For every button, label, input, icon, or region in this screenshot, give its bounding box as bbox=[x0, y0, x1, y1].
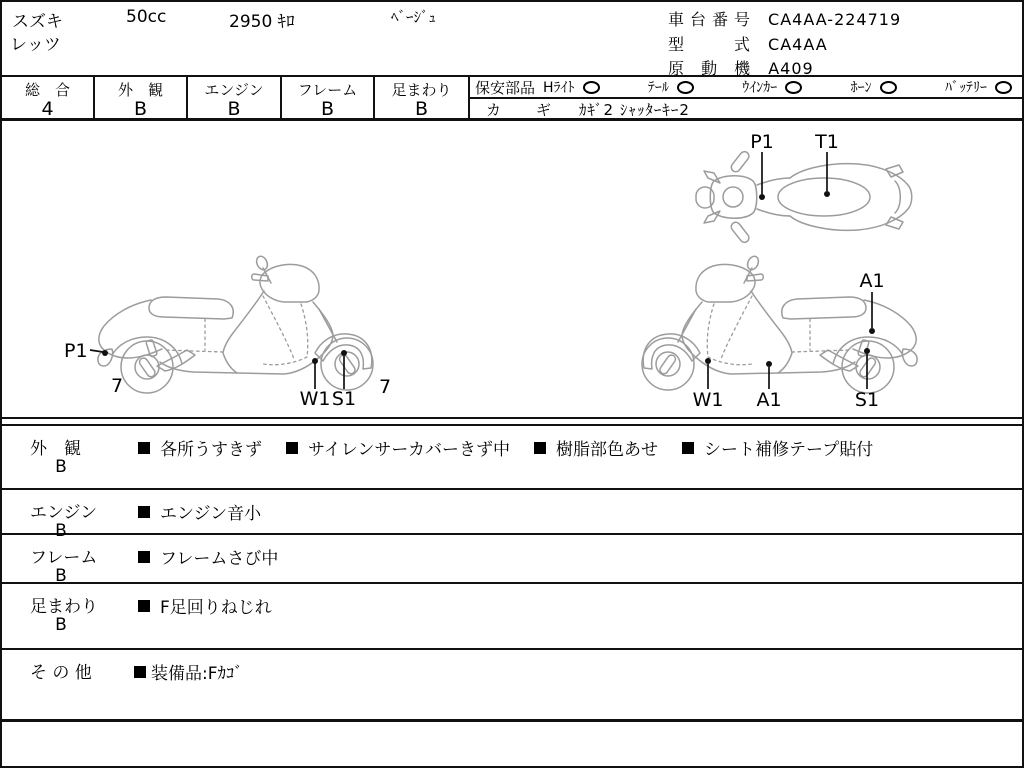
grade-value: B bbox=[320, 98, 335, 120]
grade-label: フレーム bbox=[297, 81, 358, 99]
note-item bbox=[138, 593, 272, 618]
vehicle-header bbox=[2, 2, 1022, 77]
grade-cell-engine bbox=[188, 77, 282, 118]
diagram-label-t1: T1 bbox=[815, 131, 839, 153]
safety-parts-items bbox=[543, 77, 1012, 97]
diagram-label-s1: S1 bbox=[331, 388, 357, 410]
key-value: ｶｷﾞ2 ｼｬｯﾀｰｷｰ2 bbox=[579, 101, 690, 119]
displacement: 50cc bbox=[126, 7, 167, 27]
inspection-table bbox=[2, 424, 1022, 764]
diagram-label-p1: P1 bbox=[750, 131, 774, 153]
note-text: 樹脂部色あせ bbox=[556, 440, 659, 460]
grade-value: B bbox=[227, 98, 241, 120]
grade-cell-overall bbox=[2, 77, 95, 118]
status-circle-icon bbox=[785, 81, 802, 94]
grade-value: 4 bbox=[41, 98, 54, 120]
row-label: フレーム bbox=[30, 548, 98, 568]
note-text: F足回りねじれ bbox=[160, 598, 272, 618]
inspection-row-engine bbox=[2, 490, 1022, 541]
note-item bbox=[286, 435, 510, 460]
safety-item-name: ﾊﾞｯﾃﾘｰ bbox=[944, 80, 987, 96]
diagram-label-w1: W1 bbox=[692, 389, 724, 411]
bullet-square-icon bbox=[534, 442, 546, 454]
model-code-value: CA4AA bbox=[768, 35, 828, 54]
row-grade: B bbox=[55, 566, 67, 586]
model-code-label: 型 式 bbox=[668, 35, 757, 54]
grade-label: 足まわり bbox=[391, 81, 452, 99]
grade-label: エンジン bbox=[204, 81, 264, 99]
inspection-row-other bbox=[2, 650, 1022, 722]
status-circle-icon bbox=[995, 81, 1012, 94]
row-notes bbox=[138, 544, 278, 569]
key-label: カ ギ bbox=[486, 101, 562, 119]
diagram-label-s1: S1 bbox=[854, 389, 880, 411]
empty-row bbox=[2, 722, 1022, 764]
status-circle-icon bbox=[677, 81, 694, 94]
bullet-square-icon bbox=[134, 666, 146, 678]
model-code-row bbox=[668, 32, 828, 55]
grade-cell-frame bbox=[282, 77, 375, 118]
row-notes bbox=[138, 499, 261, 524]
bullet-square-icon bbox=[138, 600, 150, 612]
row-label: 足まわり bbox=[30, 597, 98, 617]
safety-item-battery bbox=[945, 77, 1012, 97]
diagram-label-p1: P1 bbox=[64, 340, 88, 362]
note-text: 各所うすきず bbox=[160, 440, 262, 460]
safety-item-name: ﾃｰﾙ bbox=[647, 80, 669, 96]
note-item bbox=[138, 499, 261, 524]
row-grade: B bbox=[55, 521, 67, 541]
row-label: 外 観 bbox=[30, 439, 81, 459]
bullet-square-icon bbox=[138, 551, 150, 563]
engine-code-row bbox=[668, 56, 814, 79]
grade-cell-undercarriage bbox=[375, 77, 470, 118]
note-item bbox=[534, 435, 658, 460]
row-notes bbox=[134, 659, 243, 684]
grade-cell-exterior bbox=[95, 77, 188, 118]
status-circle-icon bbox=[880, 81, 897, 94]
engine-code-label: 原 動 機 bbox=[668, 59, 757, 78]
grade-row bbox=[2, 77, 1022, 121]
safety-parts-row bbox=[470, 77, 1022, 99]
safety-item-winker bbox=[742, 77, 802, 97]
scooter-left-side-view bbox=[98, 255, 373, 393]
bullet-square-icon bbox=[286, 442, 298, 454]
row-label: そ の 他 bbox=[30, 663, 92, 683]
scooter-top-view bbox=[696, 150, 912, 244]
note-text: フレームさび中 bbox=[160, 549, 279, 569]
safety-item-headlight bbox=[543, 77, 600, 97]
right-side-view-labels bbox=[693, 270, 885, 411]
row-grade: B bbox=[55, 615, 67, 635]
model-name: レッツ bbox=[10, 35, 61, 55]
bullet-square-icon bbox=[138, 442, 150, 454]
diagram-label-7: 7 bbox=[110, 375, 124, 397]
inspection-row-undercarriage bbox=[2, 584, 1022, 650]
inspection-row-frame bbox=[2, 535, 1022, 584]
row-notes bbox=[138, 435, 873, 460]
body-color: ﾍﾞｰｼﾞｭ bbox=[391, 8, 437, 26]
chassis-number-label: 車台番号 bbox=[668, 10, 757, 29]
scooter-diagrams bbox=[2, 121, 1022, 417]
safety-item-tail bbox=[648, 77, 694, 97]
row-grade: B bbox=[55, 457, 67, 477]
grade-value: B bbox=[133, 98, 148, 120]
note-item bbox=[682, 435, 873, 460]
row-notes bbox=[138, 593, 272, 618]
diagram-label-a1: A1 bbox=[859, 270, 885, 292]
damage-diagram-area bbox=[2, 121, 1022, 419]
maker-name: スズキ bbox=[12, 12, 63, 32]
inspection-row-exterior bbox=[2, 426, 1022, 490]
note-text: エンジン音小 bbox=[160, 504, 262, 524]
status-circle-icon bbox=[583, 81, 600, 94]
grade-value: B bbox=[414, 98, 429, 120]
diagram-label-w1: W1 bbox=[299, 388, 331, 410]
mileage: 2950 ｷﾛ bbox=[229, 12, 295, 32]
note-item bbox=[138, 544, 278, 569]
row-label: エンジン bbox=[30, 503, 98, 523]
safety-item-name: ﾎｰﾝ bbox=[850, 80, 872, 96]
bullet-square-icon bbox=[682, 442, 694, 454]
note-item bbox=[138, 435, 262, 460]
key-row bbox=[470, 99, 1022, 120]
chassis-number-value: CA4AA-224719 bbox=[768, 10, 902, 29]
note-text: シート補修テープ貼付 bbox=[704, 440, 874, 460]
note-text: サイレンサーカバーきず中 bbox=[308, 440, 511, 460]
engine-code-value: A409 bbox=[768, 59, 814, 78]
safety-item-name: ｳｲﾝｶｰ bbox=[742, 80, 778, 96]
chassis-number-row bbox=[668, 7, 901, 30]
safety-parts-cell bbox=[470, 77, 1022, 118]
diagram-label-a1: A1 bbox=[756, 389, 782, 411]
note-item bbox=[134, 659, 243, 684]
note-text: 装備品:Fｶｺﾞ bbox=[151, 664, 244, 684]
grade-label: 外 観 bbox=[117, 81, 163, 99]
safety-item-name: Hﾗｲﾄ bbox=[543, 80, 575, 96]
safety-item-horn bbox=[851, 77, 897, 97]
grade-label: 総 合 bbox=[24, 81, 70, 99]
safety-parts-label: 保安部品 bbox=[475, 78, 536, 97]
diagram-label-7: 7 bbox=[378, 376, 392, 398]
bullet-square-icon bbox=[138, 506, 150, 518]
